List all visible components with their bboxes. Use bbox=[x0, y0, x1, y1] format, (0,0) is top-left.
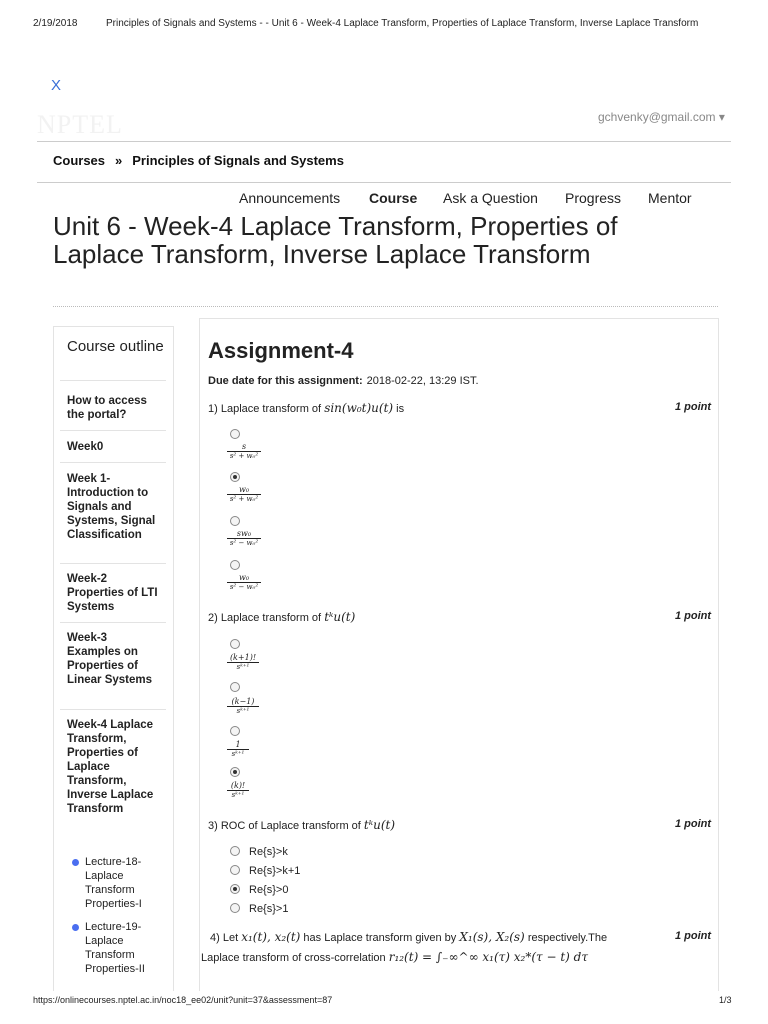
q1-option-4-label: $\frac{\text{w₀}}{\text{s² − w₀²}}$ bbox=[227, 573, 261, 592]
q2-option-4-radio[interactable] bbox=[230, 767, 240, 777]
question-math: tᵏu(t) bbox=[324, 610, 356, 624]
due-date bbox=[208, 375, 479, 387]
sidebar-divider bbox=[60, 709, 166, 710]
sidebar-item-week4[interactable]: Week-4 Laplace Transform, Properties of Laplace Transform, Inverse Laplace Transform bbox=[67, 719, 154, 815]
tab-course[interactable]: Course bbox=[369, 190, 418, 206]
question-4-text bbox=[210, 930, 607, 944]
sidebar-subitem-label: Lecture-19-Laplace Transform Properties-II bbox=[85, 921, 145, 975]
q3-option-4-radio[interactable] bbox=[230, 903, 240, 913]
sidebar-divider bbox=[60, 563, 166, 564]
question-math: sin(w₀t)u(t) bbox=[324, 401, 394, 415]
q1-option-2-label: $\frac{\text{w₀}}{\text{s² + w₀²}}$ bbox=[227, 485, 261, 504]
question-1-text bbox=[208, 401, 404, 415]
question-4-points: 1 point bbox=[675, 930, 712, 942]
sidebar-item-week0[interactable]: Week0 bbox=[67, 441, 104, 453]
header-divider bbox=[37, 141, 731, 142]
q2-option-1-radio[interactable] bbox=[230, 639, 240, 649]
sidebar-divider bbox=[60, 430, 166, 431]
question-math: r₁₂(t) = ∫₋∞^∞ x₁(τ) x₂*(τ − t) dτ bbox=[388, 950, 588, 964]
breadcrumb-divider bbox=[37, 182, 731, 183]
lecture-dot-icon bbox=[72, 924, 79, 931]
sidebar-item-how-to-access[interactable]: How to access the portal? bbox=[67, 395, 147, 421]
print-header bbox=[0, 0, 768, 40]
sidebar-divider bbox=[60, 380, 166, 381]
q1-option-4-radio[interactable] bbox=[230, 560, 240, 570]
breadcrumb bbox=[53, 153, 344, 168]
close-icon[interactable]: X bbox=[51, 77, 62, 94]
title-divider bbox=[53, 306, 718, 307]
due-date-label: Due date for this assignment: bbox=[208, 375, 363, 387]
q2-option-1-label: $\frac{(k+1)!}{\text{sᵏ⁺¹}}$ bbox=[227, 653, 259, 672]
q1-option-1-radio[interactable] bbox=[230, 429, 240, 439]
sidebar-item-week3[interactable]: Week-3 Examples on Properties of Linear Systems bbox=[67, 632, 153, 686]
sidebar-subitem-label: Lecture-18-Laplace Transform Properties-I bbox=[85, 856, 142, 910]
print-footer bbox=[0, 990, 768, 1014]
q1-option-1-label: $\frac{s}{\text{s² + w₀²}}$ bbox=[227, 442, 261, 461]
q1-option-2-radio[interactable] bbox=[230, 472, 240, 482]
question-text: Laplace transform of cross-correlation bbox=[201, 952, 386, 964]
unit-title: Unit 6 - Week-4 Laplace Transform, Properties of Laplace Transform, Inverse Laplace Transform bbox=[53, 211, 618, 269]
sidebar-item-week1[interactable]: Week 1- Introduction to Signals and Systems, Signal Classification bbox=[67, 473, 156, 541]
user-menu[interactable]: gchvenky@gmail.com ▾ bbox=[598, 110, 725, 124]
nptel-logo: NPTEL bbox=[37, 110, 123, 139]
tab-progress[interactable]: Progress bbox=[565, 190, 622, 206]
question-text: 2) Laplace transform of bbox=[208, 612, 322, 624]
sidebar-item-week2[interactable]: Week-2 Properties of LTI Systems bbox=[67, 573, 158, 613]
tab-announcements[interactable]: Announcements bbox=[239, 190, 341, 206]
question-text: respectively.The bbox=[527, 932, 608, 944]
q3-option-4-label: Re{s}>1 bbox=[249, 903, 289, 915]
due-date-value: 2018-02-22, 13:29 IST. bbox=[366, 375, 479, 387]
question-text: has Laplace transform given by bbox=[303, 932, 457, 944]
q2-option-2-radio[interactable] bbox=[230, 682, 240, 692]
question-math: X₁(s), X₂(s) bbox=[459, 930, 525, 944]
question-math: x₁(t), x₂(t) bbox=[241, 930, 301, 944]
q1-option-3-label: $\frac{\text{sw₀}}{\text{s² − w₀²}}$ bbox=[227, 529, 261, 548]
q3-option-3-label: Re{s}>0 bbox=[249, 884, 289, 896]
print-url: https://onlinecourses.nptel.ac.in/noc18_ee02/unit?unit=37&assessment=87 bbox=[33, 995, 333, 1005]
question-text: 1) Laplace transform of bbox=[208, 403, 322, 415]
q2-option-3-radio[interactable] bbox=[230, 726, 240, 736]
question-3-text bbox=[208, 818, 395, 832]
q2-option-2-label: $\frac{(k-1)}{\text{sᵏ⁺¹}}$ bbox=[227, 697, 259, 716]
lecture-dot-icon bbox=[72, 859, 79, 866]
question-2-text bbox=[208, 610, 355, 624]
q3-option-1-radio[interactable] bbox=[230, 846, 240, 856]
print-date: 2/19/2018 bbox=[33, 18, 78, 29]
breadcrumb-courses[interactable]: Courses bbox=[53, 153, 106, 168]
tab-ask-a-question[interactable]: Ask a Question bbox=[443, 190, 538, 206]
tab-mentor[interactable]: Mentor bbox=[648, 190, 692, 206]
question-text: 4) Let bbox=[210, 932, 239, 944]
q3-option-2-radio[interactable] bbox=[230, 865, 240, 875]
breadcrumb-course[interactable]: Principles of Signals and Systems bbox=[132, 153, 344, 168]
question-math: tᵏu(t) bbox=[363, 818, 396, 832]
question-text: is bbox=[396, 403, 405, 415]
breadcrumb-separator: » bbox=[115, 153, 123, 168]
question-4-text-line2 bbox=[201, 950, 588, 964]
print-page-number: 1/3 bbox=[719, 995, 732, 1005]
q1-option-3-radio[interactable] bbox=[230, 516, 240, 526]
q2-option-4-label: $\frac{(k)!}{\text{sᵏ⁺¹}}$ bbox=[227, 781, 249, 800]
q3-option-2-label: Re{s}>k+1 bbox=[249, 865, 301, 877]
question-2-points: 1 point bbox=[675, 610, 712, 622]
q2-option-3-label: $\frac{1}{\text{sᵏ⁺¹}}$ bbox=[227, 740, 249, 759]
course-outline-heading: Course outline bbox=[67, 338, 164, 355]
question-text: 3) ROC of Laplace transform of bbox=[208, 820, 361, 832]
question-3-points: 1 point bbox=[675, 818, 712, 830]
assignment-title: Assignment-4 bbox=[208, 338, 354, 363]
question-1-points: 1 point bbox=[675, 401, 712, 413]
course-outline-sidebar bbox=[53, 326, 174, 991]
q3-option-1-label: Re{s}>k bbox=[249, 846, 288, 858]
sidebar-divider bbox=[60, 462, 166, 463]
sidebar-divider bbox=[60, 622, 166, 623]
print-title: Principles of Signals and Systems - - Unit 6 - Week-4 Laplace Transform, Properties of Laplace Transform, Inverse Laplace Transform bbox=[106, 18, 699, 29]
q3-option-3-radio[interactable] bbox=[230, 884, 240, 894]
